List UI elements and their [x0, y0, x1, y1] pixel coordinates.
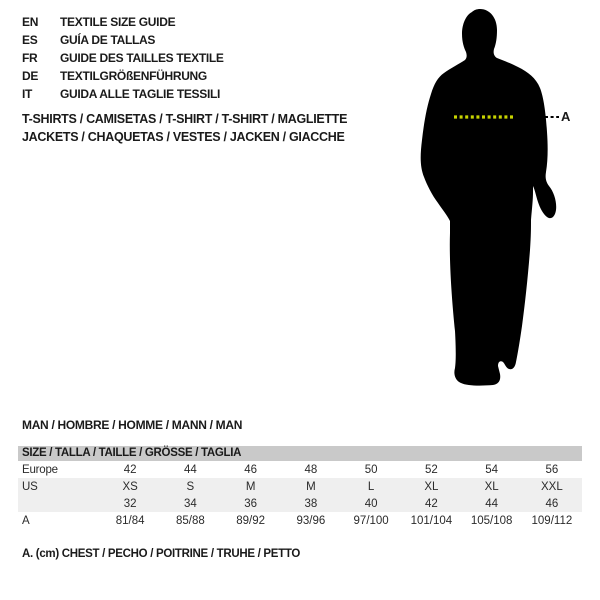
size-table	[18, 446, 582, 529]
size-cell: 46	[244, 463, 258, 476]
lang-code: FR	[22, 51, 38, 65]
size-cell: 38	[304, 497, 318, 510]
size-cell: XS	[122, 480, 138, 493]
size-cell: 48	[304, 463, 318, 476]
lang-label: GUÍA DE TALLAS	[60, 33, 156, 47]
section-title-man: MAN / HOMBRE / HOMME / MANN / MAN	[22, 418, 243, 432]
size-cell: 50	[364, 463, 378, 476]
size-cell: 42	[123, 463, 137, 476]
size-cell: 97/100	[353, 514, 389, 527]
size-cell: 44	[485, 497, 499, 510]
size-cell: 101/104	[410, 514, 453, 527]
table-row-us-numeric	[18, 495, 582, 512]
size-cell: 81/84	[115, 514, 145, 527]
size-cell: 34	[183, 497, 197, 510]
size-cell: XXL	[541, 480, 563, 493]
lang-code: ES	[22, 33, 38, 47]
category-line-jackets: JACKETS / CHAQUETAS / VESTES / JACKEN / GIACCHE	[22, 130, 345, 144]
table-row-chest-cm	[18, 512, 582, 529]
size-cell: 93/96	[296, 514, 326, 527]
lang-label: TEXTILE SIZE GUIDE	[60, 15, 176, 29]
size-table-header: SIZE / TALLA / TAILLE / GRÖSSE / TAGLIA	[18, 446, 582, 461]
category-line-tshirts: T-SHIRTS / CAMISETAS / T-SHIRT / T-SHIRT / MAGLIETTE	[22, 112, 348, 126]
lang-label: GUIDA ALLE TAGLIE TESSILI	[60, 87, 221, 101]
size-cell: XL	[484, 480, 499, 493]
size-cell: L	[367, 480, 375, 493]
size-cell: 54	[485, 463, 499, 476]
measurement-footnote: A. (cm) CHEST / PECHO / POITRINE / TRUHE / PETTO	[22, 548, 301, 560]
size-cell: 105/108	[470, 514, 513, 527]
measure-label-a: A	[561, 109, 571, 124]
size-cell: 89/92	[236, 514, 266, 527]
size-cell: S	[186, 480, 195, 493]
size-cell: XL	[424, 480, 439, 493]
lang-label: TEXTILGRÖßENFÜHRUNG	[60, 69, 207, 83]
row-label: US	[22, 480, 38, 493]
lang-code: IT	[22, 87, 33, 101]
size-cell: 85/88	[175, 514, 205, 527]
size-cell: 36	[244, 497, 258, 510]
size-cell: M	[245, 480, 256, 493]
size-cell: 42	[424, 497, 438, 510]
table-row-europe	[18, 461, 582, 478]
lang-label: GUIDE DES TAILLES TEXTILE	[60, 51, 224, 65]
size-cell: 46	[545, 497, 559, 510]
size-cell: 109/112	[531, 514, 573, 527]
size-cell: 40	[364, 497, 378, 510]
lang-code: DE	[22, 69, 39, 83]
table-row-us-letter	[18, 478, 582, 495]
lang-code: EN	[22, 15, 39, 29]
size-cell: 32	[123, 497, 137, 510]
size-cell: M	[306, 480, 316, 493]
row-label: Europe	[22, 463, 58, 476]
size-cell: 52	[424, 463, 438, 476]
size-cell: 56	[545, 463, 559, 476]
size-cell: 44	[183, 463, 197, 476]
row-label: A	[22, 514, 30, 527]
